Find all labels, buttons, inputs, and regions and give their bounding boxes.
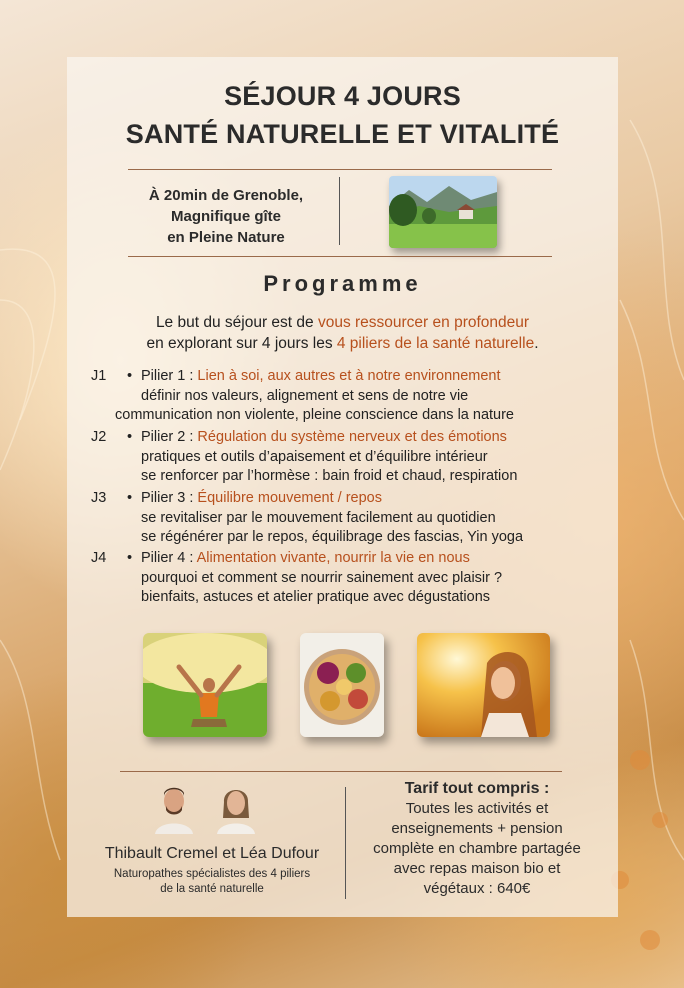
intro-highlight-2: 4 piliers de la santé naturelle (336, 335, 535, 352)
day-label: J3 (91, 490, 107, 506)
location-block (131, 185, 321, 248)
pillar-label: Pilier 4 : (141, 550, 197, 566)
pillar-label: Pilier 3 : (141, 490, 198, 506)
landscape-photo (389, 176, 497, 248)
pillar-label: Pilier 2 : (141, 429, 198, 445)
divider-top (128, 169, 552, 170)
team-subtitle-line-1: Naturopathes spécialistes des 4 piliers (113, 868, 311, 880)
pricing-line-1: Toutes les activités et (405, 800, 549, 817)
pricing-line-4: avec repas maison bio et (393, 860, 561, 877)
day-label: J1 (91, 368, 107, 384)
location-line-3: en Pleine Nature (167, 229, 285, 246)
content-panel (67, 57, 618, 917)
pillar-detail: se renforcer par l’hormèse : bain froid et chaud, respiration (141, 468, 518, 484)
day-label: J4 (91, 550, 107, 566)
location-separator (339, 177, 340, 245)
intro-text-a: Le but du séjour est de (155, 314, 318, 331)
pillar-detail: pourquoi et comment se nourrir sainement avec plaisir ? (141, 569, 503, 586)
location-line-1: À 20min de Grenoble, (148, 187, 304, 204)
programme-title: Programme (263, 271, 422, 296)
team-names: Thibault Cremel et Léa Dufour (104, 845, 320, 862)
pillar-detail: définir nos valeurs, alignement et sens de notre vie (141, 387, 469, 404)
programme-intro (87, 312, 598, 354)
title-line-1: SÉJOUR 4 JOURS (224, 81, 461, 111)
pricing-line-5: végétaux : 640€ (423, 880, 531, 897)
team-subtitle-line-2: de la santé naturelle (160, 883, 264, 895)
photo-buddha-bowl (300, 633, 384, 737)
footer-separator (345, 787, 346, 899)
bullet: • (127, 429, 133, 445)
pricing-line-3: complète en chambre partagée (373, 840, 581, 857)
team-subtitle (87, 867, 337, 897)
pillar-theme: Alimentation vivante, nourrir la vie en nous (196, 550, 470, 566)
divider-bottom (120, 771, 562, 772)
pillar-detail: se régénérer par le repos, équilibrage des fascias, Yin yoga (141, 529, 524, 545)
pillar-detail: se revitaliser par le mouvement facilement au quotidien (141, 509, 496, 526)
bullet: • (127, 490, 133, 506)
pillar-label: Pilier 1 : (141, 368, 198, 384)
pillar-detail: pratiques et outils d’apaisement et d’équilibre intérieur (141, 448, 488, 465)
avatar-lea (213, 784, 259, 834)
pillar-detail: bienfaits, astuces et atelier pratique avec dégustations (141, 589, 491, 605)
pillar-detail: communication non violente, pleine conscience dans la nature (115, 407, 514, 423)
location-line-2: Magnifique gîte (171, 208, 281, 225)
day-label: J2 (91, 429, 107, 445)
title-line-2: SANTÉ NATURELLE ET VITALITÉ (125, 119, 560, 149)
pillar-theme: Lien à soi, aux autres et à notre environnement (197, 368, 501, 384)
bullet: • (127, 368, 133, 384)
bullet: • (127, 550, 133, 566)
intro-highlight-1: vous ressourcer en profondeur (317, 314, 530, 331)
photo-man-meadow (143, 633, 267, 737)
pricing-block (352, 779, 602, 899)
pricing-heading: Tarif tout compris : (404, 780, 550, 797)
intro-text-e: . (534, 335, 539, 352)
avatar-thibault (151, 784, 197, 834)
pillar-theme: Régulation du système nerveux et des émotions (197, 429, 507, 445)
pillar-theme: Équilibre mouvement / repos (197, 490, 382, 506)
divider-middle (128, 256, 552, 257)
intro-text-c: en explorant sur 4 jours les (146, 335, 337, 352)
pricing-line-2: enseignements + pension (391, 820, 563, 837)
photo-woman-sunlight (417, 633, 550, 737)
